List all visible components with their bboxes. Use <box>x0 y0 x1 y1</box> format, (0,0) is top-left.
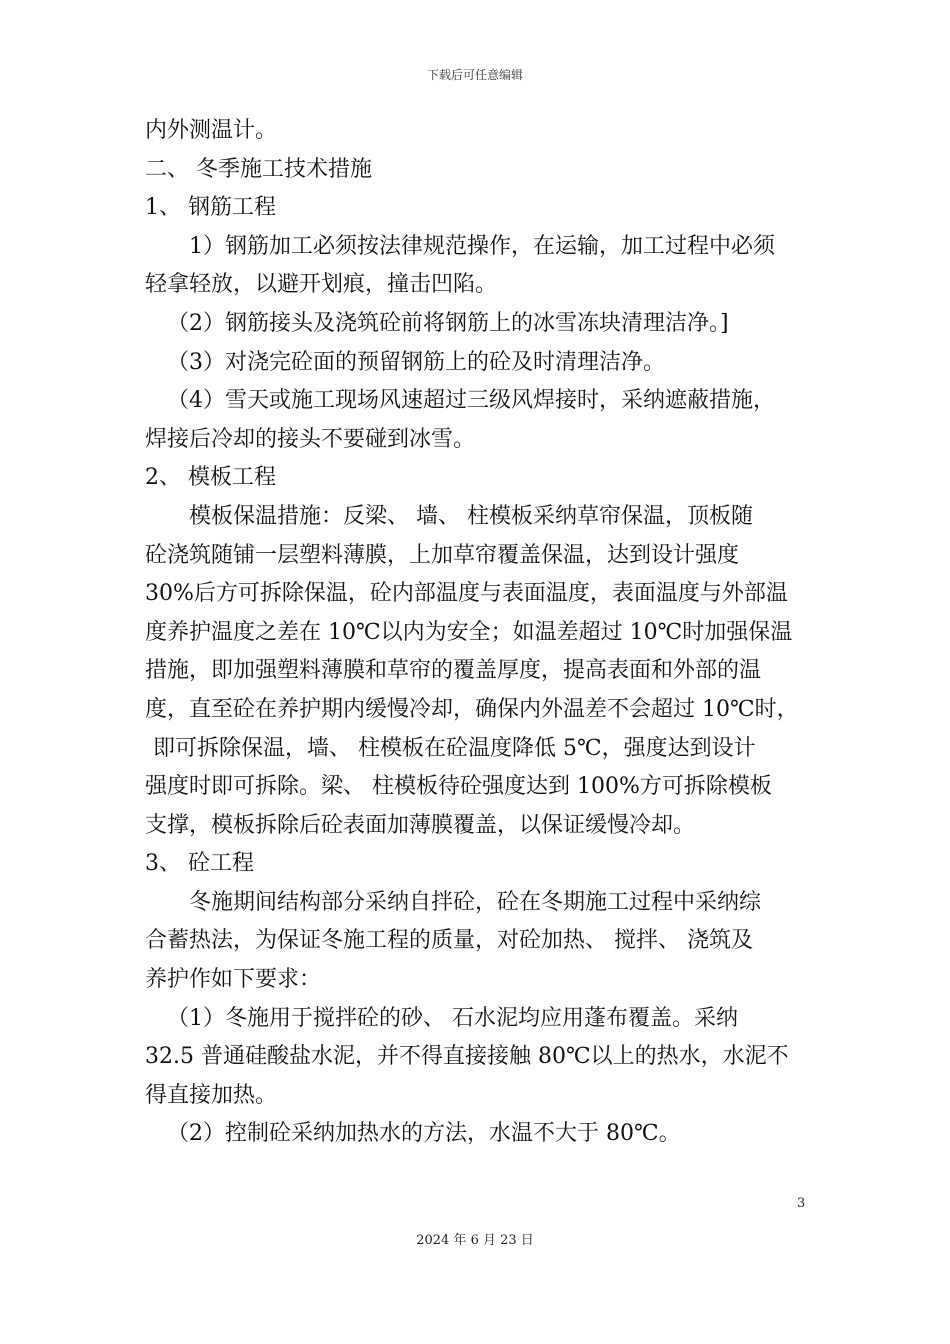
text-line: 焊接后冷却的接头不要碰到冰雪。 <box>145 426 476 452</box>
text-line: 措施，即加强塑料薄膜和草帘的覆盖厚度，提高表面和外部的温 <box>145 658 762 684</box>
text-line: 支撑，模板拆除后砼表面加薄膜覆盖，以保证缓慢冷却。 <box>145 812 696 838</box>
text-line: 度，直至砼在养护期内缓慢冷却，确保内外温差不会超过 10℃时， <box>145 696 799 722</box>
document-body <box>145 112 815 1154</box>
text-line: 内外测温计。 <box>145 118 278 143</box>
text-line: 强度时即可拆除。梁、 柱模板待砼强度达到 100%方可拆除模板 <box>145 774 772 800</box>
text-line: （1）冬施用于搅拌砼的砂、 石水泥均应用蓬布覆盖。采纳 <box>167 1005 738 1031</box>
text-line: 30%后方可拆除保温，砼内部温度与表面温度，表面温度与外部温 <box>145 581 788 607</box>
subsection-heading: 1、 钢筋工程 <box>145 195 276 221</box>
text-line: （4）雪天或施工现场风速超过三级风焊接时，采纳遮蔽措施， <box>167 388 775 414</box>
text-line: 合蓄热法，为保证冬施工程的质量，对砼加热、 搅拌、 浇筑及 <box>145 928 753 954</box>
text-line: 轻拿轻放，以避开划痕，撞击凹陷。 <box>145 272 498 298</box>
text-line: 养护作如下要求： <box>145 967 322 993</box>
text-line: 模板保温措施：反梁、 墙、 柱模板采纳草帘保温，顶板随 <box>189 503 753 529</box>
text-line: 度养护温度之差在 10℃以内为安全；如温差超过 10℃时加强保温 <box>145 619 793 645</box>
page-footer-date: 2024 年 6 月 23 日 <box>416 1233 534 1248</box>
text-line: 得直接加热。 <box>145 1082 278 1108</box>
text-line: （2）控制砼采纳加热水的方法，水温不大于 80℃。 <box>167 1121 681 1147</box>
subsection-heading: 3、 砼工程 <box>145 851 254 877</box>
section-heading: 二、 冬季施工技术措施 <box>145 156 372 182</box>
text-line: 砼浇筑随铺一层塑料薄膜，上加草帘覆盖保温，达到设计强度 <box>145 542 740 568</box>
page-header: 下载后可任意编辑 <box>426 68 523 82</box>
subsection-heading: 2、 模板工程 <box>145 465 276 491</box>
text-line: （2）钢筋接头及浇筑砼前将钢筋上的冰雪冻块清理洁净。] <box>167 310 729 336</box>
text-line: 冬施期间结构部分采纳自拌砼，砼在冬期施工过程中采纳综 <box>189 889 762 915</box>
text-line: 32.5 普通硅酸盐水泥，并不得直接接触 80℃以上的热水，水泥不 <box>145 1044 789 1070</box>
text-line: 即可拆除保温，墙、 柱模板在砼温度降低 5℃，强度达到设计 <box>153 735 756 761</box>
text-line: （3）对浇完砼面的预留钢筋上的砼及时清理洁净。 <box>167 349 665 375</box>
page-number: 3 <box>797 1196 806 1211</box>
text-line: 1）钢筋加工必须按法律规范操作，在运输，加工过程中必须 <box>189 233 775 259</box>
